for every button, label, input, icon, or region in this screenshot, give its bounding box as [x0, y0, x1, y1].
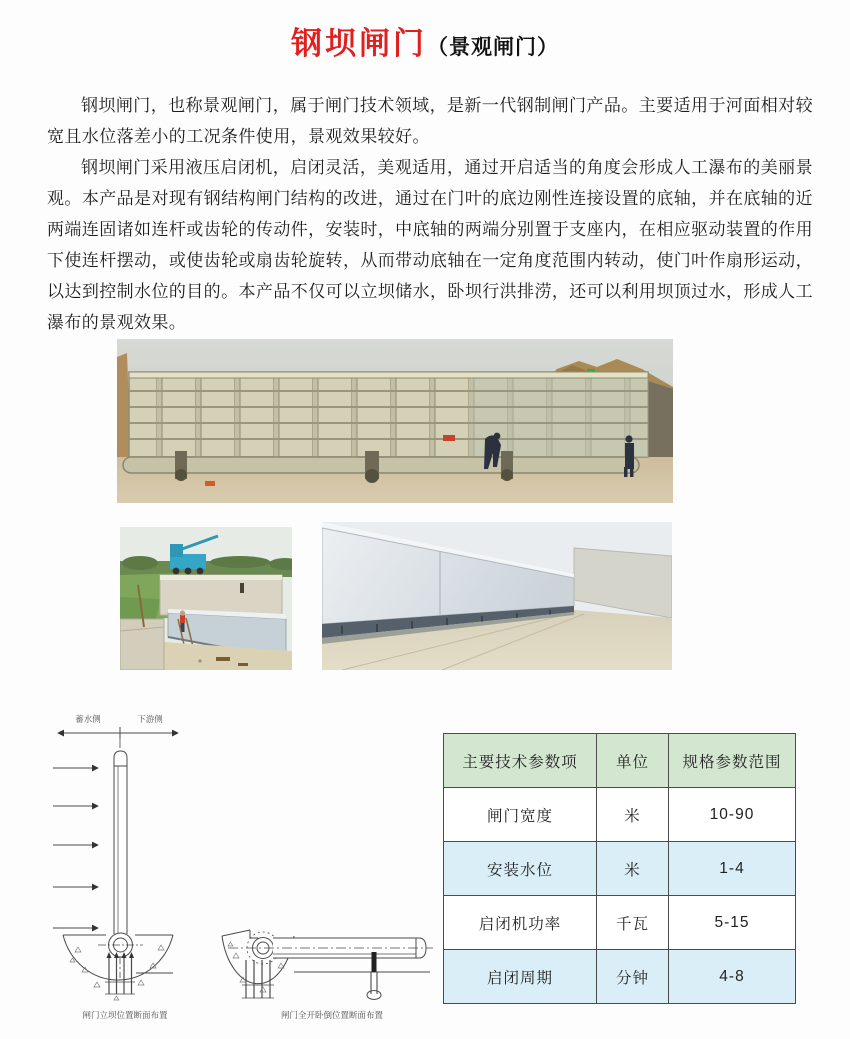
intro-text: [47, 90, 813, 338]
cell-param: 闸门宽度: [444, 788, 597, 842]
diagram-gate-lowered: [222, 930, 433, 1000]
intro-paragraph-1: 钢坝闸门，也称景观闸门，属于闸门技术领域，是新一代钢制闸门产品。主要适用于河面相对较宽且水位落差小的工况条件使用，景观效果较好。: [47, 96, 813, 146]
spec-row-gate-width: [444, 788, 796, 842]
diagram-caption-lowered: 闸门全开卧倒位置断面布置: [280, 1010, 384, 1020]
page-title-sub: （景观闸门）: [427, 35, 559, 59]
cell-range: 5-15: [669, 896, 796, 950]
cell-unit: 米: [597, 842, 669, 896]
header-range: 规格参数范围: [669, 734, 796, 788]
spec-row-install-water-level: [444, 842, 796, 896]
page-title-main: 钢坝闸门: [291, 26, 427, 61]
diagram-caption-upright: 闸门立坝位置断面布置: [82, 1010, 168, 1020]
spec-row-hoist-power: [444, 896, 796, 950]
diagram-gate-upright: [53, 727, 178, 1000]
cell-unit: 分钟: [597, 950, 669, 1004]
spec-table-header-row: [444, 734, 796, 788]
spec-table: [443, 733, 796, 1004]
diagram-label-upstream: 蓄水侧: [75, 714, 101, 724]
cell-unit: 千瓦: [597, 896, 669, 950]
page-title: [0, 18, 850, 63]
photo-installation-site: [120, 527, 292, 670]
cell-param: 启闭机功率: [444, 896, 597, 950]
spec-row-cycle-time: [444, 950, 796, 1004]
cell-param: 安装水位: [444, 842, 597, 896]
intro-paragraph-2: 钢坝闸门采用液压启闭机，启闭灵活，美观适用，通过开启适当的角度会形成人工瀑布的美丽景观。本产品是对现有钢结构闸门结构的改进，通过在门叶的底边刚性连接设置的底轴，并在底轴的近两端连固诸如连杆或齿轮的传动件，安装时，中底轴的两端分别置于支座内，在相应驱动装置的作用下使连杆摆动，或使齿轮或扇齿轮旋转，从而带动底轴在一定角度范围内转动，使门叶作扇形运动，以达到控制水位的目的。本产品不仅可以立坝储水，卧坝行洪排涝，还可以利用坝顶过水，形成人工瀑布的景观效果。: [47, 158, 813, 332]
cell-range: 4-8: [669, 950, 796, 1004]
cell-range: 10-90: [669, 788, 796, 842]
cell-unit: 米: [597, 788, 669, 842]
cell-range: 1-4: [669, 842, 796, 896]
diagram-gate-cross-sections: [30, 700, 435, 1035]
photo-steel-dam-gate-panorama: [117, 339, 673, 503]
diagram-label-downstream: 下游侧: [137, 714, 163, 724]
photo-gate-raised: [322, 522, 672, 670]
header-unit: 单位: [597, 734, 669, 788]
cell-param: 启闭周期: [444, 950, 597, 1004]
header-parameter: 主要技术参数项: [444, 734, 597, 788]
